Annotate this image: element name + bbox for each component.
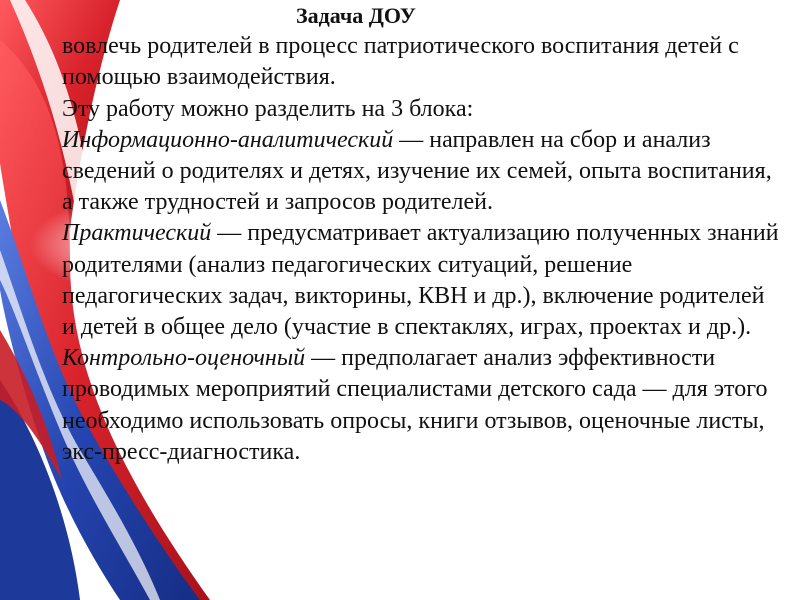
block-control-name: Контрольно-оценочный (62, 345, 306, 372)
block-informational-text: — направлен на сбор и анализ сведений о родителях и детях, изучение их семей, опыта воспитания, а также трудностей и запросов родителей. (62, 126, 772, 216)
block-practical-text: — предусматривает актуализацию полученных знаний родителями (анализ педагогических ситуаций, решение педагогических задач, викторины, КВН и др.), включение родителей и детей в общее дело (участие в спектаклях, играх, проектах и др.). (62, 220, 779, 341)
block-informational-name: Информационно-аналитический (62, 126, 394, 153)
block-informational (62, 125, 782, 219)
split-paragraph: Эту работу можно разделить на 3 блока: (62, 95, 474, 122)
block-practical (62, 218, 782, 343)
intro-paragraph: вовлечь родителей в процесс патриотического воспитания детей с помощью взаимодействия. (62, 33, 739, 91)
block-practical-name: Практический (62, 220, 212, 247)
slide-title: Задача ДОУ (296, 3, 416, 28)
block-control-text: — предполагает анализ эффективности проводимых мероприятий специалистами детского сада — для этого необходимо использовать опросы, книги отзывов, оценочные листы, экс-пресс-диагностика. (62, 345, 768, 465)
block-control (62, 343, 782, 468)
content-block (62, 0, 782, 468)
